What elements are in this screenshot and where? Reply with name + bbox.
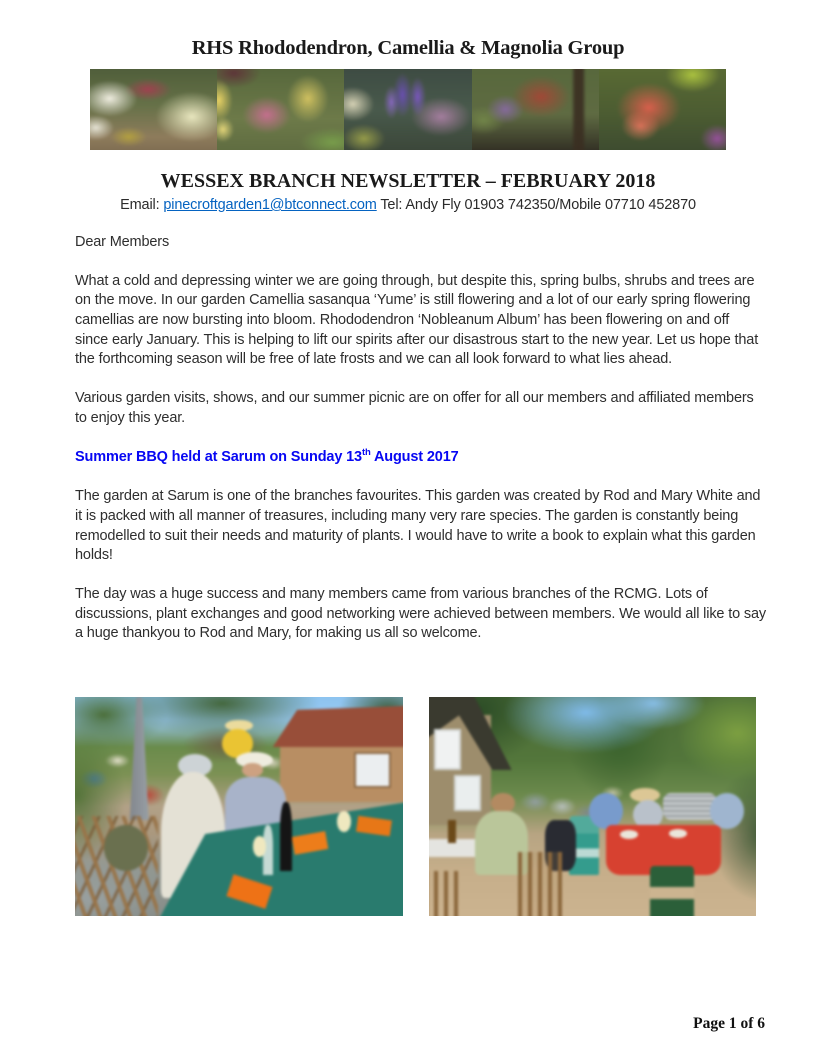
wine-glass-shape bbox=[337, 811, 351, 832]
contact-line bbox=[0, 197, 816, 213]
garden-party-scene bbox=[75, 697, 403, 916]
salutation: Dear Members bbox=[75, 233, 170, 250]
orange-napkin-shape bbox=[356, 816, 392, 837]
letter-body bbox=[75, 233, 766, 644]
patio-lunch-scene bbox=[429, 697, 756, 916]
plate-shape bbox=[669, 829, 687, 838]
house-window-shape bbox=[434, 729, 461, 770]
page-number: Page 1 of 6 bbox=[693, 1015, 765, 1032]
banner-photo-roses-art bbox=[217, 69, 344, 150]
banner-photo-rhododendrons-art bbox=[90, 69, 217, 150]
paragraph-sarum-garden: The garden at Sarum is one of the branches favourites. This garden was created by Rod and Mary White and it is packed with all manner of treasures, including many very rare species. The garden is constantly being remodelled to suit their needs and maturity of plants. I would have to write a book to explain what this garden holds! bbox=[75, 488, 761, 564]
bbq-photo-garden-table bbox=[75, 697, 403, 916]
bbq-photo-patio-tables bbox=[429, 697, 756, 916]
orange-napkin-shape bbox=[292, 831, 328, 855]
section-heading-date: August 2017 bbox=[370, 449, 459, 466]
banner-photo-roses bbox=[217, 69, 344, 150]
email-label: Email: bbox=[120, 197, 164, 213]
email-link[interactable]: pinecroftgarden1@btconnect.com bbox=[163, 197, 377, 213]
house-window-shape bbox=[454, 775, 481, 812]
wine-bottle-shape bbox=[280, 802, 292, 871]
white-bench-shape bbox=[663, 793, 717, 820]
section-heading-ordinal: th bbox=[361, 447, 371, 459]
banner-photo-acer-art bbox=[472, 69, 599, 150]
section-heading-text: Summer BBQ held at Sarum on Sunday 13 bbox=[75, 449, 362, 466]
red-table-man-shape bbox=[589, 793, 623, 830]
paragraph-winter-update: What a cold and depressing winter we are going through, but despite this, spring bulbs, shrubs and trees are on the move. In our garden Camellia sasanqua ‘Yume’ is still flowering and a lot of our early spring flowering camellias are now bursting into bloom. Rhododendron ‘Nobleanum Album’ has been flowering on and off since early January. This is helping to lift our spirits after our disastrous start to the new year. Let us hope that the forthcoming season will be free of late frosts and we can all look forward to what lies ahead. bbox=[75, 272, 759, 368]
page-title: RHS Rhododendron, Camellia & Magnolia Group bbox=[191, 37, 625, 59]
wooden-chair-shape bbox=[429, 871, 458, 916]
paragraph-day-success: The day was a huge success and many members came from various branches of the RCMG. Lots of discussions, plant exchanges and good networking were achieved between members. We would all like to say a huge thankyou to Rod and Mary, for making us all so welcome. bbox=[75, 586, 766, 642]
banner-photo-rhododendrons bbox=[90, 69, 217, 150]
wooden-chair-shape bbox=[518, 852, 562, 916]
house-window-shape bbox=[354, 752, 391, 789]
chair-canvas-shape bbox=[104, 825, 148, 871]
newsletter-heading: WESSEX BRANCH NEWSLETTER – FEBRUARY 2018 bbox=[160, 170, 656, 192]
paragraph-events-offer: Various garden visits, shows, and our summer picnic are on offer for all our members and affiliated members to enjoy this year. bbox=[75, 390, 754, 426]
banner-photo-azalea-art bbox=[599, 69, 726, 150]
banner-photo-azalea bbox=[599, 69, 726, 150]
section-heading-summer-bbq bbox=[75, 448, 766, 468]
garden-banner-photo-strip bbox=[90, 69, 726, 150]
banner-photo-acer bbox=[472, 69, 599, 150]
banner-photo-delphiniums-art bbox=[344, 69, 471, 150]
panama-man-face-shape bbox=[242, 763, 262, 777]
plate-shape bbox=[620, 830, 638, 839]
wine-glass-shape bbox=[253, 836, 267, 857]
telephone-text: Tel: Andy Fly 01903 742350/Mobile 07710 452870 bbox=[376, 197, 696, 213]
red-table-man-shape bbox=[710, 793, 744, 830]
beer-bottle-shape bbox=[448, 820, 457, 843]
umbrella-shape bbox=[127, 697, 151, 820]
green-chair-shape bbox=[650, 866, 694, 916]
house-roof-shape bbox=[273, 706, 403, 747]
banner-photo-delphiniums bbox=[344, 69, 471, 150]
bbq-photo-row bbox=[75, 697, 816, 916]
orange-napkin-shape bbox=[226, 874, 272, 908]
